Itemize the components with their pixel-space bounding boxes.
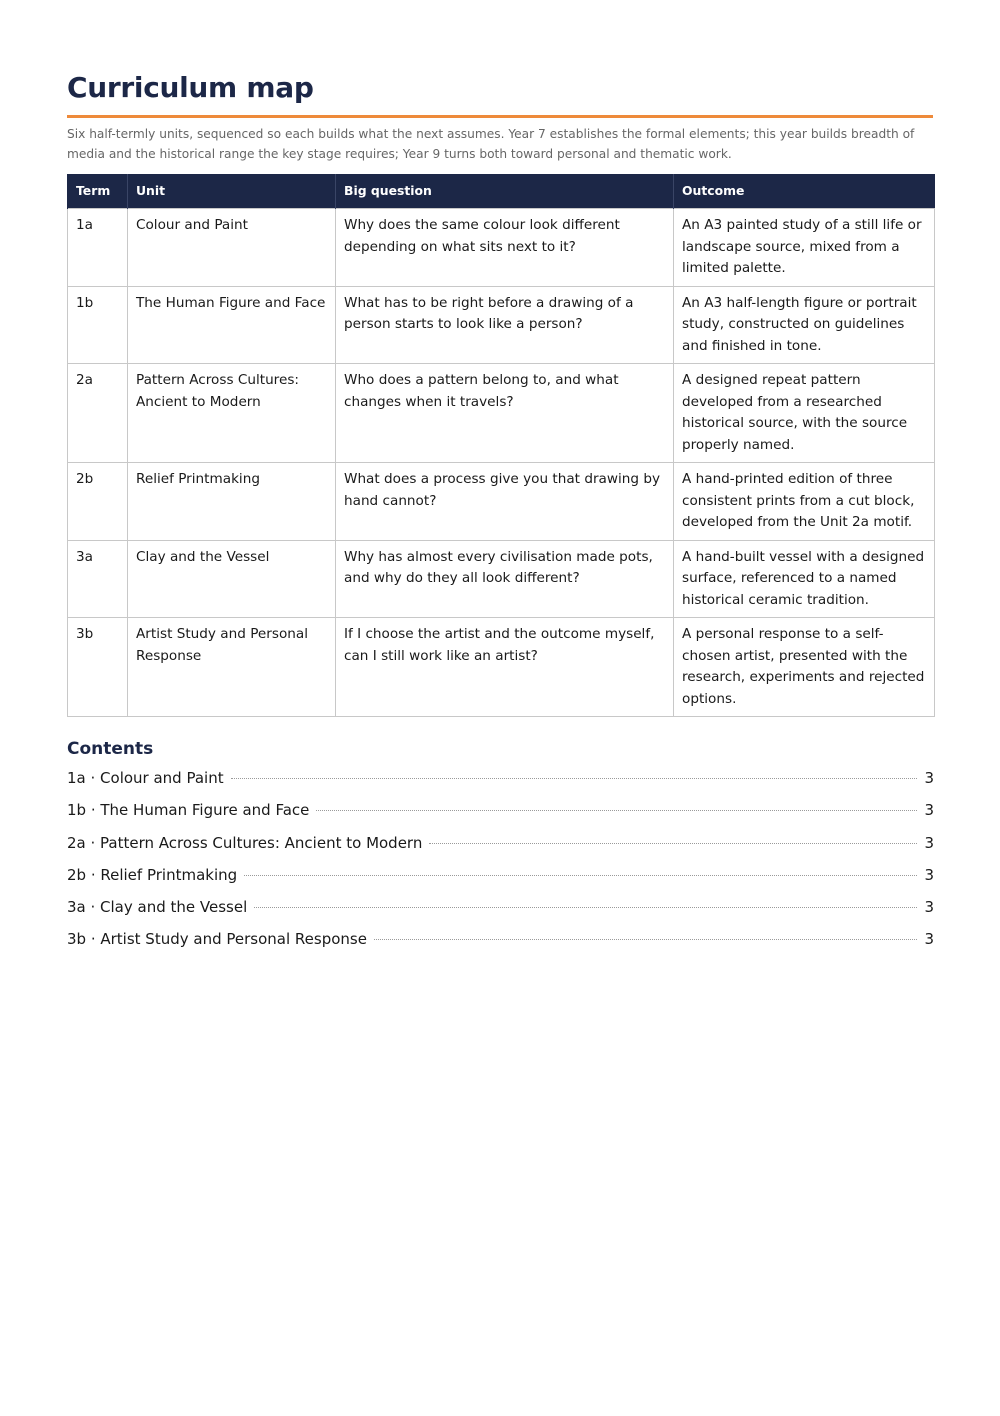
toc-page-number[interactable]: 3 bbox=[924, 769, 934, 787]
unit-cell: Relief Printmaking bbox=[128, 463, 336, 541]
unit-cell: The Human Figure and Face bbox=[128, 286, 336, 364]
table-row bbox=[68, 463, 935, 541]
toc-entry[interactable] bbox=[67, 801, 934, 833]
toc-page-number[interactable]: 3 bbox=[924, 833, 934, 852]
unit-cell: Pattern Across Cultures: Ancient to Modern bbox=[128, 364, 336, 463]
column-header-term: Term bbox=[68, 174, 128, 209]
table-row bbox=[68, 209, 935, 287]
toc-page-number[interactable]: 3 bbox=[924, 898, 934, 917]
term-cell: 2a bbox=[68, 364, 128, 463]
question-cell: Why has almost every civilisation made pots, and why do they all look different? bbox=[336, 540, 674, 618]
toc-entry-label[interactable]: 2a · Pattern Across Cultures: Ancient to Modern bbox=[67, 833, 423, 852]
question-cell: Who does a pattern belong to, and what changes when it travels? bbox=[336, 364, 674, 463]
question-cell: Why does the same colour look different depending on what sits next to it? bbox=[336, 209, 674, 287]
toc-page-number[interactable]: 3 bbox=[924, 930, 934, 949]
question-cell: What has to be right before a drawing of a person starts to look like a person? bbox=[336, 286, 674, 364]
table-header-row bbox=[68, 174, 935, 209]
term-cell: 3a bbox=[68, 540, 128, 618]
table-row bbox=[68, 364, 935, 463]
unit-cell: Artist Study and Personal Response bbox=[128, 618, 336, 717]
column-header-outcome: Outcome bbox=[674, 174, 935, 209]
page-title: Curriculum map bbox=[67, 71, 314, 104]
toc-entry-label[interactable]: 1b · The Human Figure and Face bbox=[67, 801, 310, 820]
outcome-cell: A designed repeat pattern developed from a researched historical source, with the source properly named. bbox=[674, 364, 935, 463]
term-cell: 1b bbox=[68, 286, 128, 364]
toc-entry-label[interactable]: 2b · Relief Printmaking bbox=[67, 865, 238, 884]
toc-page-number[interactable]: 3 bbox=[924, 801, 934, 820]
toc-leader-dots bbox=[231, 778, 917, 779]
table-row bbox=[68, 618, 935, 717]
unit-cell: Clay and the Vessel bbox=[128, 540, 336, 618]
toc-entry[interactable] bbox=[67, 866, 934, 898]
toc-leader-dots bbox=[254, 907, 917, 908]
table-row bbox=[68, 540, 935, 618]
table-row bbox=[68, 286, 935, 364]
term-cell: 1a bbox=[68, 209, 128, 287]
outcome-cell: A hand-printed edition of three consistent prints from a cut block, developed from the Unit 2a motif. bbox=[674, 463, 935, 541]
toc-entry[interactable] bbox=[67, 834, 934, 866]
toc-leader-dots bbox=[374, 939, 917, 940]
toc-entry[interactable] bbox=[67, 769, 934, 801]
toc-entry[interactable] bbox=[67, 898, 934, 930]
outcome-cell: A hand-built vessel with a designed surface, referenced to a named historical ceramic tradition. bbox=[674, 540, 935, 618]
intro-text: Six half-termly units, sequenced so each builds what the next assumes. Year 7 establishes the formal elements; this year builds breadth of media and the historical range the key stage requires; Year 9 turns both toward personal and thematic work. bbox=[67, 127, 915, 161]
toc-leader-dots bbox=[429, 843, 917, 844]
outcome-cell: An A3 painted study of a still life or landscape source, mixed from a limited palette. bbox=[674, 209, 935, 287]
toc-leader-dots bbox=[316, 810, 917, 811]
table-of-contents bbox=[67, 769, 933, 963]
toc-entry-label[interactable]: 1a · Colour and Paint bbox=[67, 769, 224, 787]
outcome-cell: A personal response to a self-chosen artist, presented with the research, experiments and rejected options. bbox=[674, 618, 935, 717]
contents-heading: Contents bbox=[67, 739, 154, 759]
column-header-unit: Unit bbox=[128, 174, 336, 209]
toc-entry-label[interactable]: 3b · Artist Study and Personal Response bbox=[67, 930, 367, 949]
toc-page-number[interactable]: 3 bbox=[924, 865, 934, 884]
column-header-big-question: Big question bbox=[336, 174, 674, 209]
term-cell: 2b bbox=[68, 463, 128, 541]
toc-leader-dots bbox=[244, 875, 917, 876]
outcome-cell: An A3 half-length figure or portrait study, constructed on guidelines and finished in tone. bbox=[674, 286, 935, 364]
question-cell: What does a process give you that drawing by hand cannot? bbox=[336, 463, 674, 541]
toc-entry[interactable] bbox=[67, 930, 934, 962]
curriculum-table bbox=[67, 174, 935, 717]
question-cell: If I choose the artist and the outcome myself, can I still work like an artist? bbox=[336, 618, 674, 717]
unit-cell: Colour and Paint bbox=[128, 209, 336, 287]
title-divider bbox=[67, 115, 933, 118]
term-cell: 3b bbox=[68, 618, 128, 717]
toc-entry-label[interactable]: 3a · Clay and the Vessel bbox=[67, 898, 248, 917]
